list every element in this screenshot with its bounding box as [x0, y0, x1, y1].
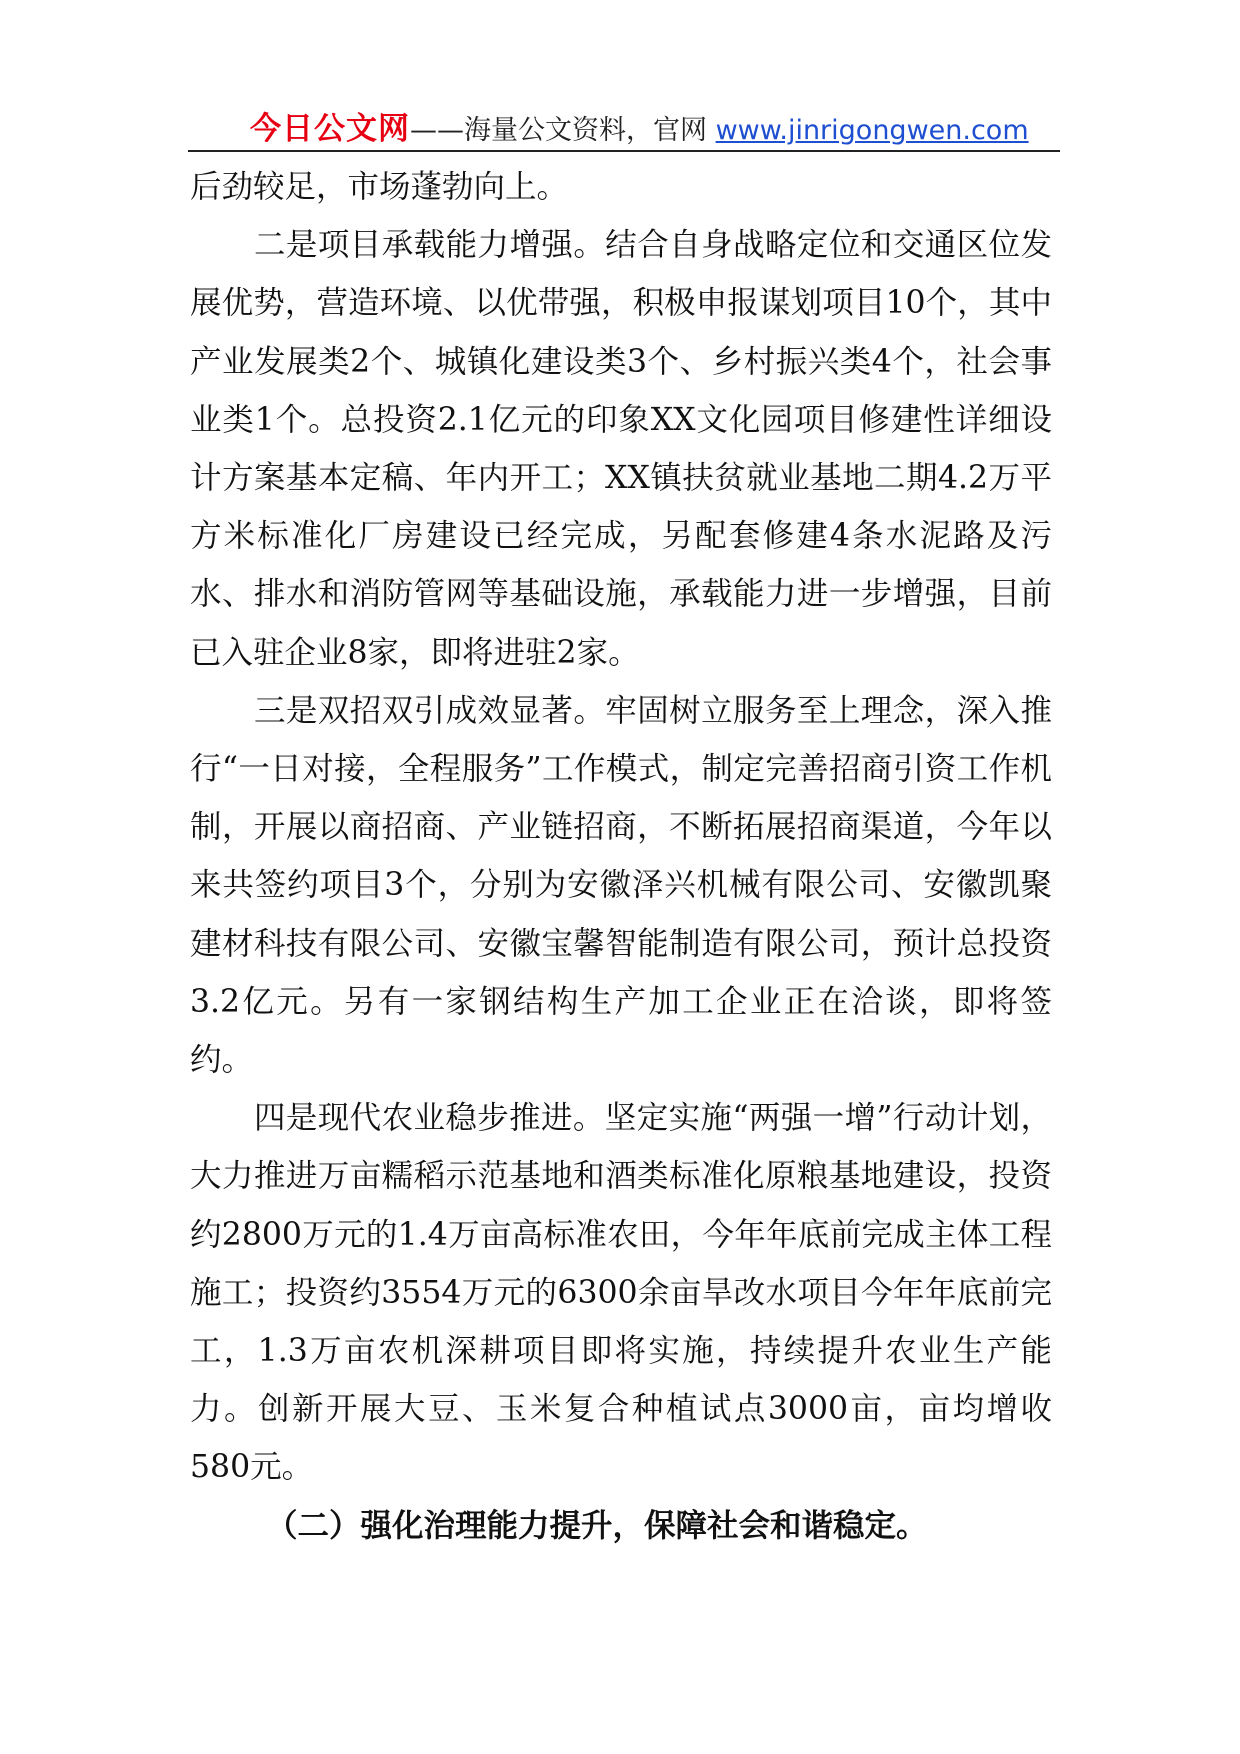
header-tagline: ——海量公文资料，官网	[410, 115, 716, 146]
document-body	[190, 158, 1052, 1555]
header-site-link[interactable]: www.jinrigongwen.com	[715, 115, 1029, 146]
paragraph-continuation: 后劲较足，市场蓬勃向上。	[190, 169, 569, 205]
paragraph-investment-attraction: 三是双招双引成效显著。牢固树立服务至上理念，深入推行“一日对接，全程服务”工作模式，制定完善招商引资工作机制，开展以商招商、产业链招商，不断拓展招商渠道，今年以来共签约项目3个，分别为安徽泽兴机械有限公司、安徽凯聚建材科技有限公司、安徽宝馨智能制造有限公司，预计总投资3.2亿元。另有一家钢结构生产加工企业正在洽谈，即将签约。	[190, 692, 1052, 1079]
header-line	[250, 112, 1029, 148]
paragraph-project-capacity: 二是项目承载能力增强。结合自身战略定位和交通区位发展优势，营造环境、以优带强，积极申报谋划项目10个，其中产业发展类2个、城镇化建设类3个、乡村振兴类4个，社会事业类1个。总投资2.1亿元的印象XX文化园项目修建性详细设计方案基本定稿、年内开工；XX镇扶贫就业基地二期4.2万平方米标准化厂房建设已经完成，另配套修建4条水泥路及污水、排水和消防管网等基础设施，承载能力进一步增强，目前已入驻企业8家，即将进驻2家。	[190, 227, 1052, 671]
section-heading: （二）强化治理能力提升，保障社会和谐稳定。	[266, 1506, 928, 1544]
header-brand: 今日公文网	[250, 111, 410, 147]
paragraph-modern-agriculture: 四是现代农业稳步推进。坚定实施“两强一增”行动计划，大力推进万亩糯稻示范基地和酒类标准化原粮基地建设，投资约2800万元的1.4万亩高标准农田，今年年底前完成主体工程施工；投资约3554万元的6300余亩旱改水项目今年年底前完工，1.3万亩农机深耕项目即将实施，持续提升农业生产能力。创新开展大豆、玉米复合种植试点3000亩，亩均增收580元。	[190, 1100, 1052, 1486]
page-header	[188, 104, 1060, 152]
